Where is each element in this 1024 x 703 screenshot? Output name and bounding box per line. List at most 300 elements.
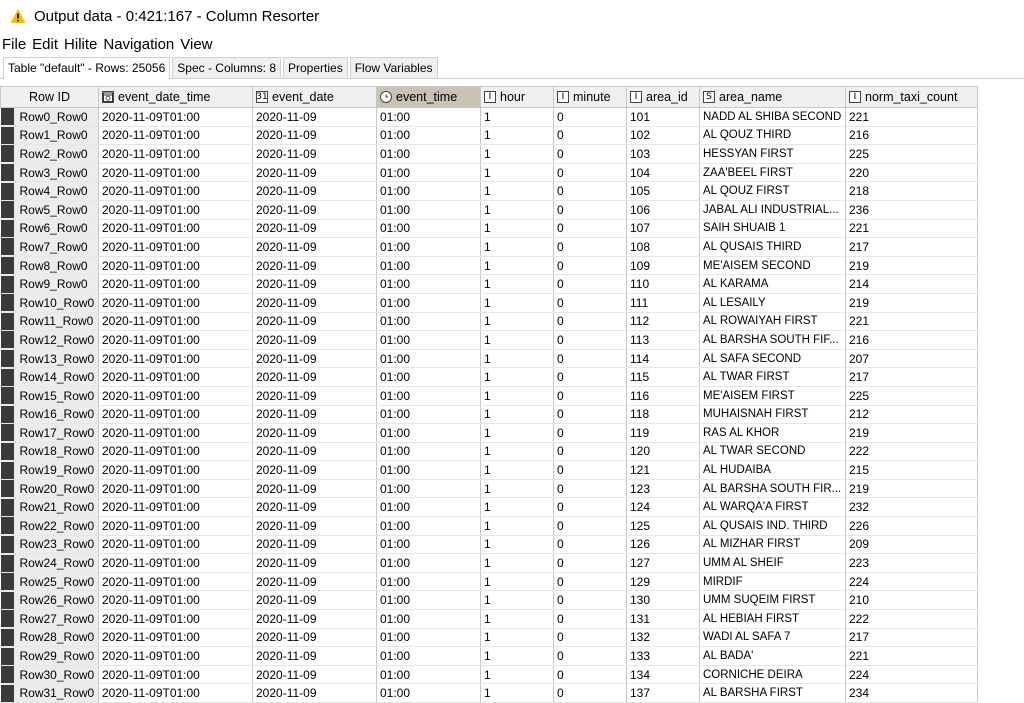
area-name-cell[interactable]: AL QOUZ FIRST bbox=[700, 182, 846, 201]
event-date-cell[interactable]: 2020-11-09 bbox=[253, 182, 377, 201]
event-time-cell[interactable]: 01:00 bbox=[377, 405, 481, 424]
area-id-cell[interactable]: 107 bbox=[627, 219, 700, 238]
event-date-cell[interactable]: 2020-11-09 bbox=[253, 591, 377, 610]
area-name-cell[interactable]: AL BARSHA FIRST bbox=[700, 684, 846, 703]
event-date-cell[interactable]: 2020-11-09 bbox=[253, 442, 377, 461]
area-id-cell[interactable]: 115 bbox=[627, 368, 700, 387]
table-row[interactable] bbox=[1, 349, 978, 368]
area-id-cell[interactable]: 105 bbox=[627, 182, 700, 201]
norm-taxi-count-cell[interactable]: 207 bbox=[846, 349, 978, 368]
menu-file[interactable]: File bbox=[2, 35, 27, 53]
hour-cell[interactable]: 1 bbox=[481, 349, 554, 368]
table-row[interactable] bbox=[1, 591, 978, 610]
norm-taxi-count-cell[interactable]: 217 bbox=[846, 628, 978, 647]
table-row[interactable] bbox=[1, 498, 978, 517]
event-date-time-cell[interactable]: 2020-11-09T01:00 bbox=[99, 665, 253, 684]
norm-taxi-count-cell[interactable]: 216 bbox=[846, 331, 978, 350]
row-id-cell[interactable] bbox=[1, 312, 99, 331]
table-row[interactable] bbox=[1, 256, 978, 275]
area-name-cell[interactable]: ME'AISEM FIRST bbox=[700, 386, 846, 405]
table-row[interactable] bbox=[1, 554, 978, 573]
hour-cell[interactable]: 1 bbox=[481, 108, 554, 127]
norm-taxi-count-cell[interactable]: 219 bbox=[846, 424, 978, 443]
area-id-cell[interactable]: 120 bbox=[627, 442, 700, 461]
area-name-cell[interactable]: SAIH SHUAIB 1 bbox=[700, 219, 846, 238]
event-time-cell[interactable]: 01:00 bbox=[377, 238, 481, 257]
norm-taxi-count-cell[interactable]: 215 bbox=[846, 461, 978, 480]
event-time-cell[interactable]: 01:00 bbox=[377, 200, 481, 219]
row-id-cell[interactable] bbox=[1, 349, 99, 368]
table-row[interactable] bbox=[1, 145, 978, 164]
event-time-cell[interactable]: 01:00 bbox=[377, 479, 481, 498]
area-id-cell[interactable]: 119 bbox=[627, 424, 700, 443]
row-id-cell[interactable] bbox=[1, 182, 99, 201]
norm-taxi-count-cell[interactable]: 224 bbox=[846, 572, 978, 591]
hour-cell[interactable]: 1 bbox=[481, 610, 554, 629]
row-id-cell[interactable] bbox=[1, 479, 99, 498]
row-id-cell[interactable] bbox=[1, 591, 99, 610]
event-date-time-cell[interactable]: 2020-11-09T01:00 bbox=[99, 517, 253, 536]
table-row[interactable] bbox=[1, 684, 978, 703]
event-date-time-cell[interactable]: 2020-11-09T01:00 bbox=[99, 591, 253, 610]
minute-cell[interactable]: 0 bbox=[554, 386, 627, 405]
event-date-time-cell[interactable]: 2020-11-09T01:00 bbox=[99, 145, 253, 164]
event-date-time-cell[interactable]: 2020-11-09T01:00 bbox=[99, 405, 253, 424]
event-date-time-cell[interactable]: 2020-11-09T01:00 bbox=[99, 479, 253, 498]
norm-taxi-count-cell[interactable]: 222 bbox=[846, 442, 978, 461]
area-id-cell[interactable]: 111 bbox=[627, 293, 700, 312]
event-time-cell[interactable]: 01:00 bbox=[377, 108, 481, 127]
event-date-cell[interactable]: 2020-11-09 bbox=[253, 275, 377, 294]
minute-cell[interactable]: 0 bbox=[554, 442, 627, 461]
event-date-cell[interactable]: 2020-11-09 bbox=[253, 647, 377, 666]
hour-cell[interactable]: 1 bbox=[481, 405, 554, 424]
hour-cell[interactable]: 1 bbox=[481, 275, 554, 294]
event-time-cell[interactable]: 01:00 bbox=[377, 665, 481, 684]
event-date-time-cell[interactable]: 2020-11-09T01:00 bbox=[99, 219, 253, 238]
hour-cell[interactable]: 1 bbox=[481, 665, 554, 684]
minute-cell[interactable]: 0 bbox=[554, 554, 627, 573]
event-date-time-cell[interactable]: 2020-11-09T01:00 bbox=[99, 424, 253, 443]
event-date-cell[interactable]: 2020-11-09 bbox=[253, 200, 377, 219]
table-row[interactable] bbox=[1, 200, 978, 219]
table-row[interactable] bbox=[1, 647, 978, 666]
norm-taxi-count-cell[interactable]: 218 bbox=[846, 182, 978, 201]
minute-cell[interactable]: 0 bbox=[554, 684, 627, 703]
norm-taxi-count-cell[interactable]: 223 bbox=[846, 554, 978, 573]
norm-taxi-count-cell[interactable]: 236 bbox=[846, 200, 978, 219]
minute-cell[interactable]: 0 bbox=[554, 368, 627, 387]
event-date-time-cell[interactable]: 2020-11-09T01:00 bbox=[99, 442, 253, 461]
event-time-cell[interactable]: 01:00 bbox=[377, 163, 481, 182]
hour-cell[interactable]: 1 bbox=[481, 386, 554, 405]
hour-cell[interactable]: 1 bbox=[481, 219, 554, 238]
event-time-cell[interactable]: 01:00 bbox=[377, 442, 481, 461]
norm-taxi-count-cell[interactable]: 222 bbox=[846, 610, 978, 629]
table-row[interactable] bbox=[1, 442, 978, 461]
event-time-cell[interactable]: 01:00 bbox=[377, 517, 481, 536]
minute-cell[interactable]: 0 bbox=[554, 405, 627, 424]
area-name-cell[interactable]: AL TWAR FIRST bbox=[700, 368, 846, 387]
menu-view[interactable]: View bbox=[180, 35, 213, 53]
hour-cell[interactable]: 1 bbox=[481, 182, 554, 201]
norm-taxi-count-cell[interactable]: 221 bbox=[846, 108, 978, 127]
area-id-cell[interactable]: 121 bbox=[627, 461, 700, 480]
row-id-cell[interactable] bbox=[1, 442, 99, 461]
event-time-cell[interactable]: 01:00 bbox=[377, 126, 481, 145]
area-name-cell[interactable]: AL WARQA'A FIRST bbox=[700, 498, 846, 517]
norm-taxi-count-cell[interactable]: 234 bbox=[846, 684, 978, 703]
event-date-cell[interactable]: 2020-11-09 bbox=[253, 238, 377, 257]
event-date-time-cell[interactable]: 2020-11-09T01:00 bbox=[99, 368, 253, 387]
event-date-time-cell[interactable]: 2020-11-09T01:00 bbox=[99, 628, 253, 647]
hour-cell[interactable]: 1 bbox=[481, 517, 554, 536]
column-header-hour[interactable] bbox=[481, 87, 554, 108]
area-id-cell[interactable]: 134 bbox=[627, 665, 700, 684]
area-name-cell[interactable]: AL QOUZ THIRD bbox=[700, 126, 846, 145]
event-date-time-cell[interactable]: 2020-11-09T01:00 bbox=[99, 182, 253, 201]
area-name-cell[interactable]: AL TWAR SECOND bbox=[700, 442, 846, 461]
hour-cell[interactable]: 1 bbox=[481, 424, 554, 443]
hour-cell[interactable]: 1 bbox=[481, 442, 554, 461]
table-row[interactable] bbox=[1, 275, 978, 294]
minute-cell[interactable]: 0 bbox=[554, 517, 627, 536]
table-row[interactable] bbox=[1, 572, 978, 591]
hour-cell[interactable]: 1 bbox=[481, 200, 554, 219]
norm-taxi-count-cell[interactable]: 226 bbox=[846, 517, 978, 536]
row-id-cell[interactable] bbox=[1, 405, 99, 424]
norm-taxi-count-cell[interactable]: 216 bbox=[846, 126, 978, 145]
event-date-cell[interactable]: 2020-11-09 bbox=[253, 256, 377, 275]
norm-taxi-count-cell[interactable]: 221 bbox=[846, 219, 978, 238]
area-name-cell[interactable]: MIRDIF bbox=[700, 572, 846, 591]
event-time-cell[interactable]: 01:00 bbox=[377, 535, 481, 554]
event-date-cell[interactable]: 2020-11-09 bbox=[253, 684, 377, 703]
event-date-cell[interactable]: 2020-11-09 bbox=[253, 628, 377, 647]
table-row[interactable] bbox=[1, 424, 978, 443]
area-name-cell[interactable]: AL LESAILY bbox=[700, 293, 846, 312]
event-date-time-cell[interactable]: 2020-11-09T01:00 bbox=[99, 349, 253, 368]
area-name-cell[interactable]: AL BADA' bbox=[700, 647, 846, 666]
row-id-cell[interactable] bbox=[1, 386, 99, 405]
row-id-cell[interactable] bbox=[1, 517, 99, 536]
event-time-cell[interactable]: 01:00 bbox=[377, 498, 481, 517]
column-header-event-time[interactable] bbox=[377, 87, 481, 108]
event-date-cell[interactable]: 2020-11-09 bbox=[253, 517, 377, 536]
menu-edit[interactable]: Edit bbox=[32, 35, 59, 53]
event-date-time-cell[interactable]: 2020-11-09T01:00 bbox=[99, 256, 253, 275]
event-date-cell[interactable]: 2020-11-09 bbox=[253, 331, 377, 350]
table-row[interactable] bbox=[1, 405, 978, 424]
area-name-cell[interactable]: NADD AL SHIBA SECOND bbox=[700, 108, 846, 127]
table-row[interactable] bbox=[1, 182, 978, 201]
row-id-cell[interactable] bbox=[1, 108, 99, 127]
area-id-cell[interactable]: 101 bbox=[627, 108, 700, 127]
event-date-time-cell[interactable]: 2020-11-09T01:00 bbox=[99, 163, 253, 182]
data-table-container[interactable] bbox=[0, 86, 1024, 701]
minute-cell[interactable]: 0 bbox=[554, 610, 627, 629]
event-time-cell[interactable]: 01:00 bbox=[377, 610, 481, 629]
area-name-cell[interactable]: AL BARSHA SOUTH FIF... bbox=[700, 331, 846, 350]
minute-cell[interactable]: 0 bbox=[554, 331, 627, 350]
event-date-time-cell[interactable]: 2020-11-09T01:00 bbox=[99, 126, 253, 145]
area-id-cell[interactable]: 103 bbox=[627, 145, 700, 164]
event-time-cell[interactable]: 01:00 bbox=[377, 424, 481, 443]
column-header-event-date-time[interactable] bbox=[99, 87, 253, 108]
row-id-cell[interactable] bbox=[1, 610, 99, 629]
event-date-cell[interactable]: 2020-11-09 bbox=[253, 219, 377, 238]
event-time-cell[interactable]: 01:00 bbox=[377, 219, 481, 238]
row-id-cell[interactable] bbox=[1, 535, 99, 554]
event-time-cell[interactable]: 01:00 bbox=[377, 349, 481, 368]
event-date-cell[interactable]: 2020-11-09 bbox=[253, 665, 377, 684]
event-date-time-cell[interactable]: 2020-11-09T01:00 bbox=[99, 238, 253, 257]
hour-cell[interactable]: 1 bbox=[481, 293, 554, 312]
area-name-cell[interactable]: AL KARAMA bbox=[700, 275, 846, 294]
event-date-time-cell[interactable]: 2020-11-09T01:00 bbox=[99, 572, 253, 591]
column-header-norm-taxi-count[interactable] bbox=[846, 87, 978, 108]
event-date-cell[interactable]: 2020-11-09 bbox=[253, 163, 377, 182]
area-name-cell[interactable]: AL QUSAIS IND. THIRD bbox=[700, 517, 846, 536]
table-row[interactable] bbox=[1, 238, 978, 257]
event-date-cell[interactable]: 2020-11-09 bbox=[253, 424, 377, 443]
event-time-cell[interactable]: 01:00 bbox=[377, 293, 481, 312]
minute-cell[interactable]: 0 bbox=[554, 498, 627, 517]
row-id-cell[interactable] bbox=[1, 498, 99, 517]
hour-cell[interactable]: 1 bbox=[481, 256, 554, 275]
minute-cell[interactable]: 0 bbox=[554, 628, 627, 647]
area-name-cell[interactable]: JABAL ALI INDUSTRIAL... bbox=[700, 200, 846, 219]
minute-cell[interactable]: 0 bbox=[554, 591, 627, 610]
table-row[interactable] bbox=[1, 219, 978, 238]
table-row[interactable] bbox=[1, 386, 978, 405]
minute-cell[interactable]: 0 bbox=[554, 349, 627, 368]
area-id-cell[interactable]: 123 bbox=[627, 479, 700, 498]
event-date-cell[interactable]: 2020-11-09 bbox=[253, 386, 377, 405]
area-name-cell[interactable]: AL ROWAIYAH FIRST bbox=[700, 312, 846, 331]
hour-cell[interactable]: 1 bbox=[481, 461, 554, 480]
norm-taxi-count-cell[interactable]: 217 bbox=[846, 368, 978, 387]
area-id-cell[interactable]: 110 bbox=[627, 275, 700, 294]
menu-navigation[interactable]: Navigation bbox=[103, 35, 175, 53]
table-row[interactable] bbox=[1, 461, 978, 480]
event-date-time-cell[interactable]: 2020-11-09T01:00 bbox=[99, 535, 253, 554]
event-time-cell[interactable]: 01:00 bbox=[377, 386, 481, 405]
event-date-time-cell[interactable]: 2020-11-09T01:00 bbox=[99, 386, 253, 405]
event-date-cell[interactable]: 2020-11-09 bbox=[253, 461, 377, 480]
row-id-cell[interactable] bbox=[1, 331, 99, 350]
area-id-cell[interactable]: 130 bbox=[627, 591, 700, 610]
row-id-cell[interactable] bbox=[1, 219, 99, 238]
event-date-time-cell[interactable]: 2020-11-09T01:00 bbox=[99, 647, 253, 666]
minute-cell[interactable]: 0 bbox=[554, 108, 627, 127]
event-date-time-cell[interactable]: 2020-11-09T01:00 bbox=[99, 108, 253, 127]
event-date-time-cell[interactable]: 2020-11-09T01:00 bbox=[99, 200, 253, 219]
row-id-cell[interactable] bbox=[1, 424, 99, 443]
event-date-time-cell[interactable]: 2020-11-09T01:00 bbox=[99, 684, 253, 703]
row-id-cell[interactable] bbox=[1, 461, 99, 480]
row-id-cell[interactable] bbox=[1, 554, 99, 573]
event-date-time-cell[interactable]: 2020-11-09T01:00 bbox=[99, 293, 253, 312]
event-time-cell[interactable]: 01:00 bbox=[377, 684, 481, 703]
hour-cell[interactable]: 1 bbox=[481, 591, 554, 610]
row-id-cell[interactable] bbox=[1, 293, 99, 312]
tab-properties[interactable]: Properties bbox=[283, 57, 348, 78]
row-id-cell[interactable] bbox=[1, 256, 99, 275]
row-id-cell[interactable] bbox=[1, 684, 99, 703]
area-id-cell[interactable]: 114 bbox=[627, 349, 700, 368]
area-id-cell[interactable]: 131 bbox=[627, 610, 700, 629]
event-date-cell[interactable]: 2020-11-09 bbox=[253, 405, 377, 424]
area-name-cell[interactable]: AL HUDAIBA bbox=[700, 461, 846, 480]
event-time-cell[interactable]: 01:00 bbox=[377, 368, 481, 387]
area-name-cell[interactable]: WADI AL SAFA 7 bbox=[700, 628, 846, 647]
row-id-cell[interactable] bbox=[1, 368, 99, 387]
column-header-event-date[interactable] bbox=[253, 87, 377, 108]
norm-taxi-count-cell[interactable]: 232 bbox=[846, 498, 978, 517]
minute-cell[interactable]: 0 bbox=[554, 293, 627, 312]
norm-taxi-count-cell[interactable]: 219 bbox=[846, 293, 978, 312]
minute-cell[interactable]: 0 bbox=[554, 479, 627, 498]
area-id-cell[interactable]: 118 bbox=[627, 405, 700, 424]
column-header-row-id[interactable] bbox=[1, 87, 99, 108]
hour-cell[interactable]: 1 bbox=[481, 647, 554, 666]
minute-cell[interactable]: 0 bbox=[554, 163, 627, 182]
event-time-cell[interactable]: 01:00 bbox=[377, 145, 481, 164]
area-id-cell[interactable]: 132 bbox=[627, 628, 700, 647]
minute-cell[interactable]: 0 bbox=[554, 126, 627, 145]
tab-table-default[interactable]: Table "default" - Rows: 25056 bbox=[3, 57, 170, 79]
row-id-cell[interactable] bbox=[1, 126, 99, 145]
event-time-cell[interactable]: 01:00 bbox=[377, 331, 481, 350]
area-id-cell[interactable]: 112 bbox=[627, 312, 700, 331]
row-id-cell[interactable] bbox=[1, 665, 99, 684]
event-date-cell[interactable]: 2020-11-09 bbox=[253, 312, 377, 331]
area-id-cell[interactable]: 113 bbox=[627, 331, 700, 350]
minute-cell[interactable]: 0 bbox=[554, 424, 627, 443]
area-id-cell[interactable]: 102 bbox=[627, 126, 700, 145]
minute-cell[interactable]: 0 bbox=[554, 572, 627, 591]
hour-cell[interactable]: 1 bbox=[481, 498, 554, 517]
table-row[interactable] bbox=[1, 535, 978, 554]
minute-cell[interactable]: 0 bbox=[554, 647, 627, 666]
table-row[interactable] bbox=[1, 628, 978, 647]
norm-taxi-count-cell[interactable]: 214 bbox=[846, 275, 978, 294]
minute-cell[interactable]: 0 bbox=[554, 182, 627, 201]
area-name-cell[interactable]: CORNICHE DEIRA bbox=[700, 665, 846, 684]
event-time-cell[interactable]: 01:00 bbox=[377, 647, 481, 666]
area-id-cell[interactable]: 116 bbox=[627, 386, 700, 405]
table-row[interactable] bbox=[1, 665, 978, 684]
table-row[interactable] bbox=[1, 479, 978, 498]
minute-cell[interactable]: 0 bbox=[554, 312, 627, 331]
area-name-cell[interactable]: AL HEBIAH FIRST bbox=[700, 610, 846, 629]
norm-taxi-count-cell[interactable]: 219 bbox=[846, 256, 978, 275]
row-id-cell[interactable] bbox=[1, 163, 99, 182]
column-header-minute[interactable] bbox=[554, 87, 627, 108]
row-id-cell[interactable] bbox=[1, 200, 99, 219]
event-date-time-cell[interactable]: 2020-11-09T01:00 bbox=[99, 498, 253, 517]
area-name-cell[interactable]: AL QUSAIS THIRD bbox=[700, 238, 846, 257]
event-time-cell[interactable]: 01:00 bbox=[377, 591, 481, 610]
event-time-cell[interactable]: 01:00 bbox=[377, 182, 481, 201]
event-date-cell[interactable]: 2020-11-09 bbox=[253, 498, 377, 517]
tab-flow-variables[interactable]: Flow Variables bbox=[350, 57, 438, 78]
area-id-cell[interactable]: 133 bbox=[627, 647, 700, 666]
hour-cell[interactable]: 1 bbox=[481, 368, 554, 387]
event-date-cell[interactable]: 2020-11-09 bbox=[253, 349, 377, 368]
norm-taxi-count-cell[interactable]: 217 bbox=[846, 238, 978, 257]
area-name-cell[interactable]: UMM SUQEIM FIRST bbox=[700, 591, 846, 610]
hour-cell[interactable]: 1 bbox=[481, 238, 554, 257]
event-date-cell[interactable]: 2020-11-09 bbox=[253, 126, 377, 145]
norm-taxi-count-cell[interactable]: 225 bbox=[846, 386, 978, 405]
area-name-cell[interactable]: UMM AL SHEIF bbox=[700, 554, 846, 573]
norm-taxi-count-cell[interactable]: 210 bbox=[846, 591, 978, 610]
event-date-time-cell[interactable]: 2020-11-09T01:00 bbox=[99, 610, 253, 629]
norm-taxi-count-cell[interactable]: 219 bbox=[846, 479, 978, 498]
minute-cell[interactable]: 0 bbox=[554, 219, 627, 238]
area-id-cell[interactable]: 127 bbox=[627, 554, 700, 573]
table-row[interactable] bbox=[1, 108, 978, 127]
table-row[interactable] bbox=[1, 610, 978, 629]
event-date-cell[interactable]: 2020-11-09 bbox=[253, 293, 377, 312]
event-date-cell[interactable]: 2020-11-09 bbox=[253, 145, 377, 164]
minute-cell[interactable]: 0 bbox=[554, 461, 627, 480]
norm-taxi-count-cell[interactable]: 224 bbox=[846, 665, 978, 684]
row-id-cell[interactable] bbox=[1, 145, 99, 164]
area-name-cell[interactable]: RAS AL KHOR bbox=[700, 424, 846, 443]
event-date-cell[interactable]: 2020-11-09 bbox=[253, 108, 377, 127]
event-date-cell[interactable]: 2020-11-09 bbox=[253, 368, 377, 387]
hour-cell[interactable]: 1 bbox=[481, 163, 554, 182]
area-name-cell[interactable]: ME'AISEM SECOND bbox=[700, 256, 846, 275]
hour-cell[interactable]: 1 bbox=[481, 145, 554, 164]
table-row[interactable] bbox=[1, 163, 978, 182]
norm-taxi-count-cell[interactable]: 221 bbox=[846, 312, 978, 331]
tab-spec[interactable]: Spec - Columns: 8 bbox=[172, 57, 281, 78]
column-header-area-id[interactable] bbox=[627, 87, 700, 108]
event-date-time-cell[interactable]: 2020-11-09T01:00 bbox=[99, 312, 253, 331]
area-name-cell[interactable]: MUHAISNAH FIRST bbox=[700, 405, 846, 424]
area-id-cell[interactable]: 124 bbox=[627, 498, 700, 517]
event-date-time-cell[interactable]: 2020-11-09T01:00 bbox=[99, 554, 253, 573]
event-date-time-cell[interactable]: 2020-11-09T01:00 bbox=[99, 275, 253, 294]
table-row[interactable] bbox=[1, 126, 978, 145]
hour-cell[interactable]: 1 bbox=[481, 126, 554, 145]
hour-cell[interactable]: 1 bbox=[481, 479, 554, 498]
minute-cell[interactable]: 0 bbox=[554, 275, 627, 294]
event-time-cell[interactable]: 01:00 bbox=[377, 275, 481, 294]
hour-cell[interactable]: 1 bbox=[481, 535, 554, 554]
area-name-cell[interactable]: ZAA'BEEL FIRST bbox=[700, 163, 846, 182]
event-date-cell[interactable]: 2020-11-09 bbox=[253, 572, 377, 591]
event-date-time-cell[interactable]: 2020-11-09T01:00 bbox=[99, 331, 253, 350]
row-id-cell[interactable] bbox=[1, 572, 99, 591]
norm-taxi-count-cell[interactable]: 221 bbox=[846, 647, 978, 666]
area-name-cell[interactable]: AL MIZHAR FIRST bbox=[700, 535, 846, 554]
norm-taxi-count-cell[interactable]: 209 bbox=[846, 535, 978, 554]
area-id-cell[interactable]: 137 bbox=[627, 684, 700, 703]
table-row[interactable] bbox=[1, 517, 978, 536]
event-date-cell[interactable]: 2020-11-09 bbox=[253, 554, 377, 573]
table-row[interactable] bbox=[1, 312, 978, 331]
minute-cell[interactable]: 0 bbox=[554, 145, 627, 164]
column-header-area-name[interactable] bbox=[700, 87, 846, 108]
area-id-cell[interactable]: 106 bbox=[627, 200, 700, 219]
event-date-cell[interactable]: 2020-11-09 bbox=[253, 479, 377, 498]
minute-cell[interactable]: 0 bbox=[554, 665, 627, 684]
